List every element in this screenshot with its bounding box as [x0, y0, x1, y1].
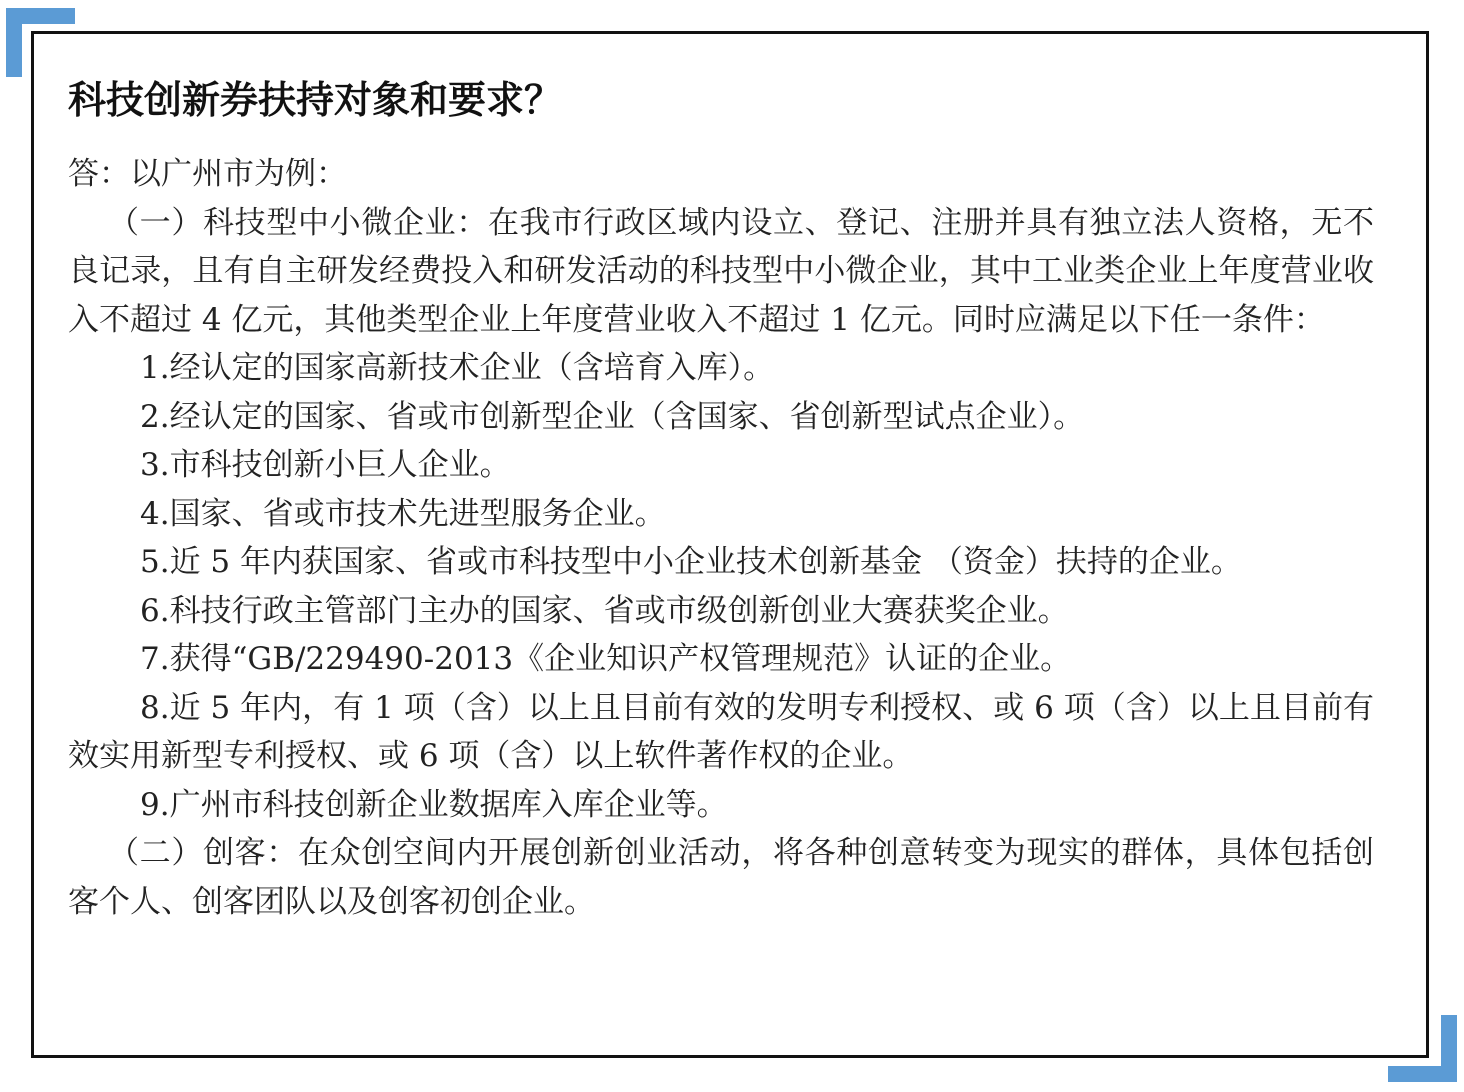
answer-intro: 答：以广州市为例：: [68, 156, 347, 192]
page-title: 科技创新券扶持对象和要求？: [68, 78, 563, 122]
condition-item-3: 3.市科技创新小巨人企业。: [140, 447, 511, 483]
corner-accent-top-left-vertical: [6, 8, 22, 77]
corner-accent-bottom-right-vertical: [1441, 1015, 1457, 1082]
condition-item-5: 5.近 5 年内获国家、省或市科技型中小企业技术创新基金 （资金）扶持的企业。: [140, 544, 1242, 580]
condition-item-1: 1.经认定的国家高新技术企业（含培育入库）。: [140, 350, 775, 386]
section-one-paragraph: （一）科技型中小微企业：在我市行政区域内设立、登记、注册并具有独立法人资格，无不良记录，且有自主研发经费投入和研发活动的科技型中小微企业，其中工业类企业上年度营业收入不超过 4 亿元，其他类型企业上年度营业收入不超过 1 亿元。同时应满足以下任一条件：: [68, 204, 1374, 338]
document-body: [68, 150, 1374, 926]
condition-item-4: 4.国家、省或市技术先进型服务企业。: [140, 495, 666, 532]
condition-item-8: 8.近 5 年内，有 1 项（含）以上且目前有效的发明专利授权、或 6 项（含）以上且目前有效实用新型专利授权、或 6 项（含）以上软件著作权的企业。: [68, 689, 1374, 774]
condition-item-7: 7.获得“GB/229490-2013《企业知识产权管理规范》认证的企业。: [140, 641, 1072, 677]
condition-item-9: 9.广州市科技创新企业数据库入库企业等。: [140, 786, 728, 823]
section-two-paragraph: （二）创客：在众创空间内开展创新创业活动，将各种创意转变为现实的群体，具体包括创客个人、创客团队以及创客初创企业。: [68, 835, 1374, 920]
condition-item-6: 6.科技行政主管部门主办的国家、省或市级创新创业大赛获奖企业。: [140, 592, 1069, 629]
condition-item-2: 2.经认定的国家、省或市创新型企业（含国家、省创新型试点企业）。: [140, 398, 1085, 435]
